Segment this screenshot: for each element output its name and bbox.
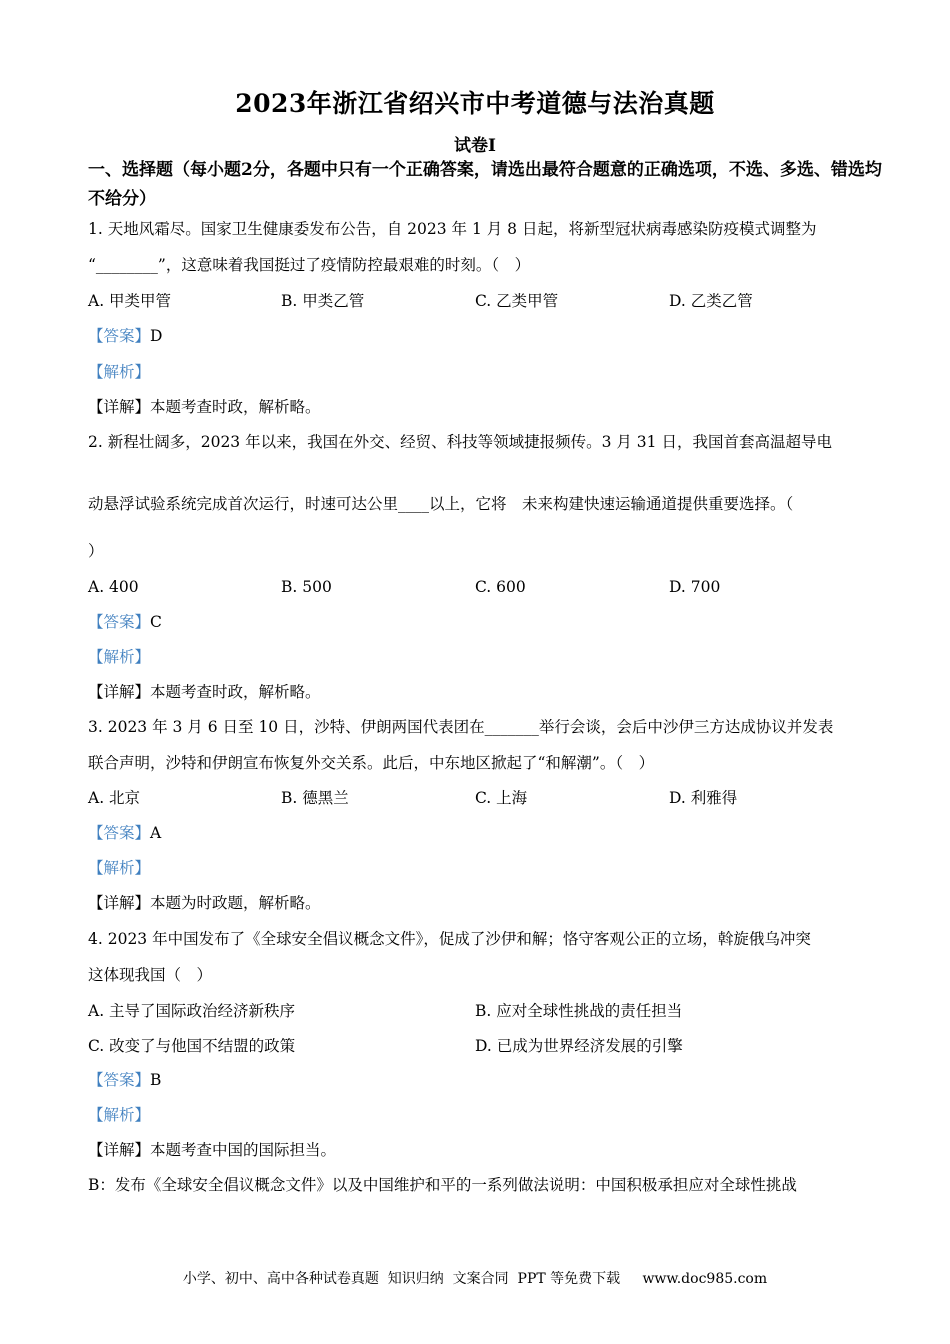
q2-stem-line2: 动悬浮试验系统完成首次运行，时速可达公里____以上，它将 未来构建快速运输通道提供重要选择。（ <box>88 495 794 513</box>
q4-option-b: B. 应对全球性挑战的责任担当 <box>475 1002 683 1020</box>
q4-option-d: D. 已成为世界经济发展的引擎 <box>475 1037 683 1055</box>
q3-analysis <box>88 857 150 879</box>
q2-detail-text: 本题考查时政，解析略。 <box>150 683 321 701</box>
answer-tag: 【答案】 <box>88 327 151 345</box>
q1-option-d: D. 乙类乙管 <box>669 292 753 310</box>
q4-stem-line2: 这体现我国（ ） <box>88 966 213 984</box>
q1-stem-line1: 1. 天地风霜尽。国家卫生健康委发布公告，自 2023 年 1 月 8 日起，将新型冠状病毒感染防疫模式调整为 <box>88 220 817 238</box>
section-heading: 一、选择题（每小题2分，各题中只有一个正确答案，请选出最符合题意的正确选项，不选、多选、错选均不给分） <box>88 160 882 209</box>
q2-stem-line1: 2. 新程壮阔多，2023 年以来，我国在外交、经贸、科技等领域捷报频传。3 月 31 日，我国首套高温超导电 <box>88 433 832 451</box>
q2-option-d: D. 700 <box>669 578 721 596</box>
q4-answer-value: B <box>150 1071 162 1089</box>
q3-option-b: B. 德黑兰 <box>281 789 349 807</box>
q4-analysis <box>88 1104 150 1126</box>
q1-option-b: B. 甲类乙管 <box>281 292 365 310</box>
q3-answer <box>88 822 161 844</box>
page-footer: 小学、初中、高中各种试卷真题 知识归纳 文案合同 PPT 等免费下载 www.doc985.com <box>182 1271 768 1287</box>
analysis-tag: 【解析】 <box>88 648 151 666</box>
page-title: 2023年浙江省绍兴市中考道德与法治真题 <box>235 89 715 118</box>
q3-detail <box>88 892 321 914</box>
q2-option-c: C. 600 <box>475 578 526 596</box>
q1-option-c: C. 乙类甲管 <box>475 292 559 310</box>
detail-tag: 【详解】 <box>88 894 151 912</box>
analysis-tag: 【解析】 <box>88 859 151 877</box>
detail-tag: 【详解】 <box>88 1141 151 1159</box>
q2-answer <box>88 611 162 633</box>
q4-detail-text: 本题考查中国的国际担当。 <box>150 1141 337 1159</box>
detail-tag: 【详解】 <box>88 683 151 701</box>
answer-tag: 【答案】 <box>88 1071 151 1089</box>
q3-option-a: A. 北京 <box>88 789 141 807</box>
q2-option-a: A. 400 <box>88 578 139 596</box>
q2-stem-line3: ） <box>88 542 104 560</box>
detail-tag: 【详解】 <box>88 398 151 416</box>
q4-option-c: C. 改变了与他国不结盟的政策 <box>88 1037 296 1055</box>
q2-analysis <box>88 646 150 668</box>
q4-detail <box>88 1139 336 1161</box>
q1-stem-line2: “________”，这意味着我国挺过了疫情防控最艰难的时刻。（ ） <box>88 256 531 274</box>
q3-option-c: C. 上海 <box>475 789 528 807</box>
q3-stem-line2: 联合声明，沙特和伊朗宣布恢复外交关系。此后，中东地区掀起了“和解潮”。（ ） <box>88 754 655 772</box>
q1-option-a: A. 甲类甲管 <box>88 292 172 310</box>
answer-tag: 【答案】 <box>88 613 151 631</box>
paper-subtitle: 试卷I <box>454 136 496 156</box>
q4-explanation: B：发布《全球安全倡议概念文件》以及中国维护和平的一系列做法说明：中国积极承担应对全球性挑战 <box>88 1176 797 1194</box>
q1-answer <box>88 325 162 347</box>
q1-analysis <box>88 361 150 383</box>
q2-option-b: B. 500 <box>281 578 332 596</box>
q1-answer-value: D <box>150 327 163 345</box>
q2-answer-value: C <box>150 613 162 631</box>
q4-option-a: A. 主导了国际政治经济新秩序 <box>88 1002 296 1020</box>
answer-tag: 【答案】 <box>88 824 151 842</box>
q1-detail <box>88 396 321 418</box>
q3-detail-text: 本题为时政题，解析略。 <box>150 894 321 912</box>
analysis-tag: 【解析】 <box>88 363 151 381</box>
q4-stem-line1: 4. 2023 年中国发布了《全球安全倡议概念文件》，促成了沙伊和解；恪守客观公正的立场，斡旋俄乌冲突 <box>88 930 811 948</box>
q3-stem-line1: 3. 2023 年 3 月 6 日至 10 日，沙特、伊朗两国代表团在_______举行会谈，会后中沙伊三方达成协议并发表 <box>88 718 834 736</box>
q1-detail-text: 本题考查时政，解析略。 <box>150 398 321 416</box>
q3-answer-value: A <box>150 824 162 842</box>
q3-option-d: D. 利雅得 <box>669 789 738 807</box>
analysis-tag: 【解析】 <box>88 1106 151 1124</box>
q2-detail <box>88 681 321 703</box>
q4-answer <box>88 1069 161 1091</box>
